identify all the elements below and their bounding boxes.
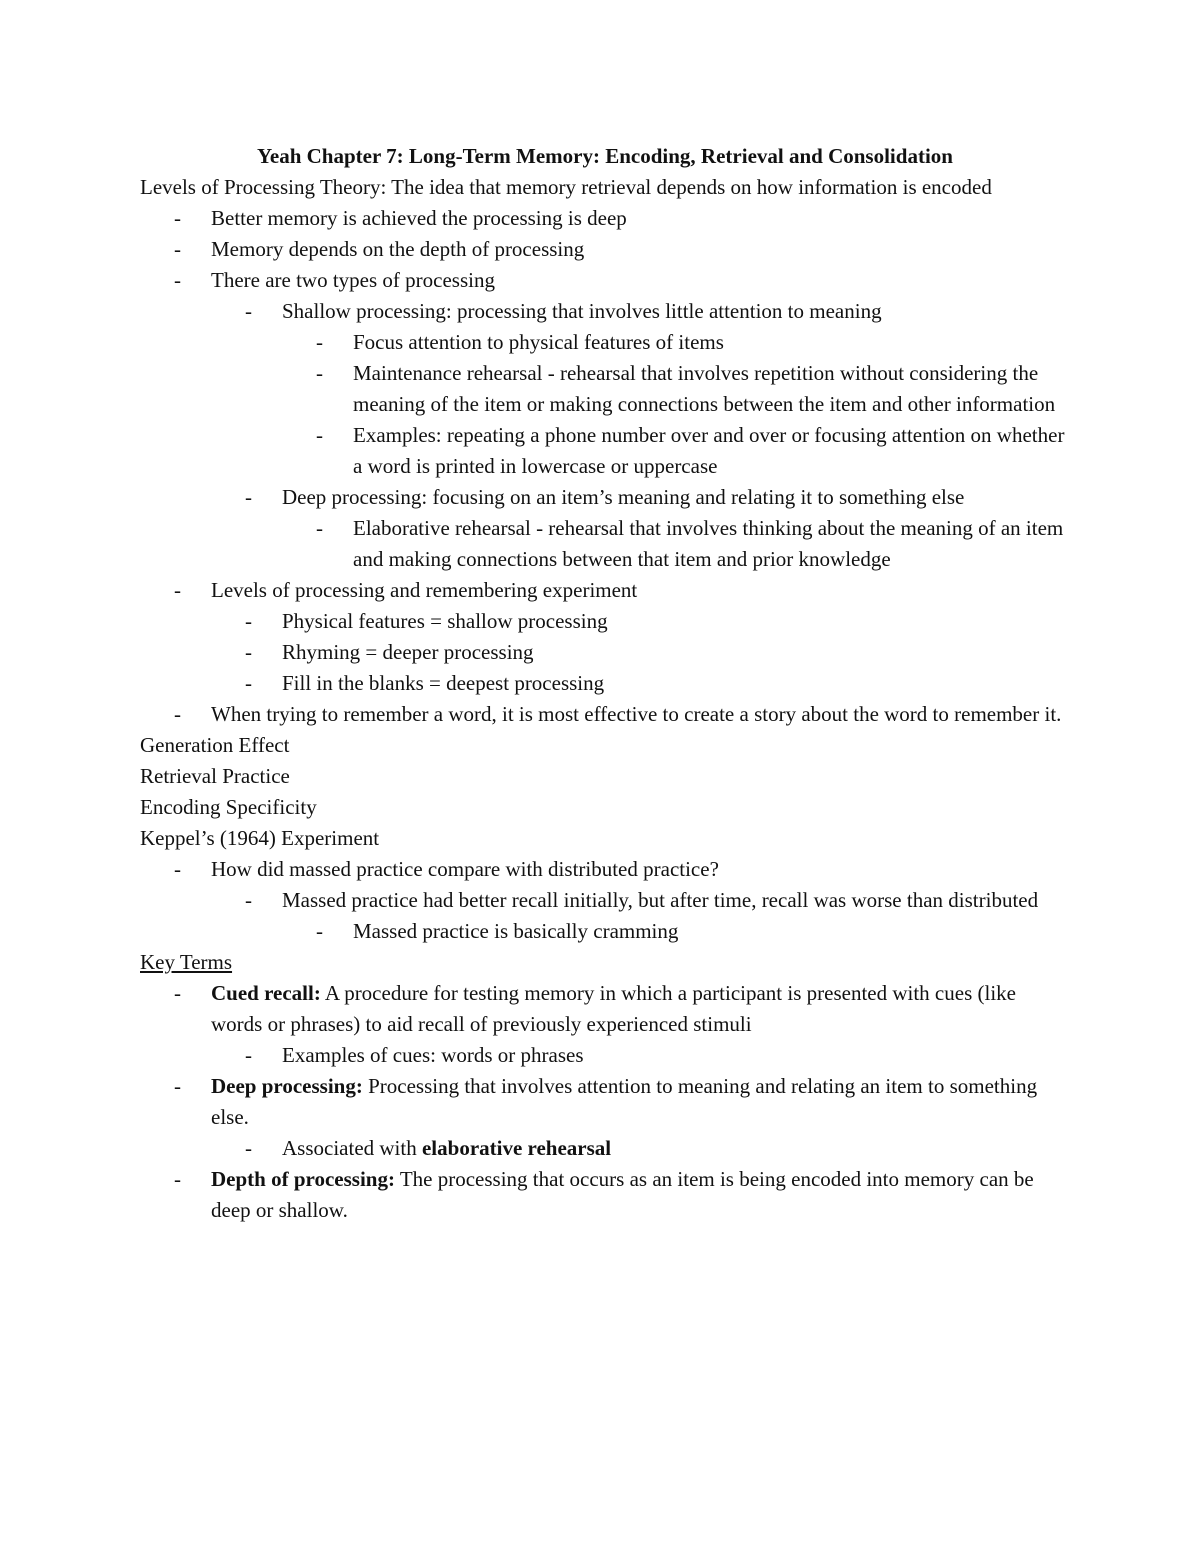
term-deep-processing: Deep processing: xyxy=(211,1074,363,1098)
key-term-item xyxy=(211,1164,1070,1226)
list-item: - Fill in the blanks = deepest processing xyxy=(282,668,1070,699)
keppel-list xyxy=(140,854,1070,947)
list-item: - Examples: repeating a phone number over and over or focusing attention on whether a word is printed in lowercase or uppercase xyxy=(353,420,1070,482)
page-title: Yeah Chapter 7: Long-Term Memory: Encoding, Retrieval and Consolidation xyxy=(257,144,953,168)
keppel-sub-list xyxy=(282,916,1070,947)
list-item: - Focus attention to physical features of items xyxy=(353,327,1070,358)
term-definition: Processing that involves attention to meaning and relating an item to something else. xyxy=(211,1074,1038,1129)
list-item xyxy=(211,265,1070,575)
list-item-text: Associated with xyxy=(282,1136,422,1160)
heading-generation-effect: Generation Effect xyxy=(140,733,290,757)
list-item xyxy=(282,1133,1070,1164)
key-term-item xyxy=(211,978,1070,1071)
bold-phrase: elaborative rehearsal xyxy=(421,1136,612,1160)
deep-sub-list xyxy=(211,1133,1070,1164)
heading-keppel-experiment: Keppel’s (1964) Experiment xyxy=(140,826,380,850)
list-item-text: Massed practice had better recall initially, but after time, recall was worse than distributed xyxy=(282,888,1039,912)
processing-types-list xyxy=(211,296,1070,575)
keppel-answer-list xyxy=(211,885,1070,947)
cued-sub-list xyxy=(211,1040,1070,1071)
term-definition: The processing that occurs as an item is being encoded into memory can be deep or shallow. xyxy=(211,1167,1034,1222)
term-definition: A procedure for testing memory in which a participant is presented with cues (like words or phrases) to aid recall of previously experienced stimuli xyxy=(211,981,1016,1036)
list-item: - Maintenance rehearsal - rehearsal that involves repetition without considering the meaning of the item or making connections between the item and other information xyxy=(353,358,1070,420)
list-item-text: Shallow processing: processing that involves little attention to meaning xyxy=(282,299,882,323)
heading-retrieval-practice: Retrieval Practice xyxy=(140,764,290,788)
key-term-item xyxy=(211,1071,1070,1164)
list-item xyxy=(282,482,1070,575)
term-cued-recall: Cued recall: xyxy=(211,981,321,1005)
deep-list xyxy=(282,513,1070,575)
list-item: - Better memory is achieved the processing is deep xyxy=(211,203,1070,234)
lop-list xyxy=(140,203,1070,730)
list-item xyxy=(211,854,1070,947)
list-item: - Rhyming = deeper processing xyxy=(282,637,1070,668)
key-terms-heading: Key Terms xyxy=(140,950,233,974)
experiment-list xyxy=(211,606,1070,699)
list-item xyxy=(282,885,1070,947)
list-item xyxy=(282,296,1070,482)
intro-paragraph: Levels of Processing Theory: The idea that memory retrieval depends on how information is encoded xyxy=(140,175,992,199)
shallow-list xyxy=(282,327,1070,482)
list-item-text: Levels of processing and remembering experiment xyxy=(211,578,638,602)
key-terms-list xyxy=(140,978,1070,1226)
heading-encoding-specificity: Encoding Specificity xyxy=(140,795,317,819)
list-item: - Elaborative rehearsal - rehearsal that involves thinking about the meaning of an item and making connections between that item and prior knowledge xyxy=(353,513,1070,575)
list-item: - Physical features = shallow processing xyxy=(282,606,1070,637)
list-item: - When trying to remember a word, it is most effective to create a story about the word to remember it. xyxy=(211,699,1070,730)
list-item-text: Deep processing: focusing on an item’s meaning and relating it to something else xyxy=(282,485,965,509)
document-body xyxy=(140,141,1070,1226)
list-item: - Examples of cues: words or phrases xyxy=(282,1040,1070,1071)
list-item-text: How did massed practice compare with distributed practice? xyxy=(211,857,719,881)
term-depth-of-processing: Depth of processing: xyxy=(211,1167,395,1191)
list-item: - Memory depends on the depth of processing xyxy=(211,234,1070,265)
list-item-text: There are two types of processing xyxy=(211,268,495,292)
list-item xyxy=(211,575,1070,699)
list-item: - Massed practice is basically cramming xyxy=(353,916,1070,947)
